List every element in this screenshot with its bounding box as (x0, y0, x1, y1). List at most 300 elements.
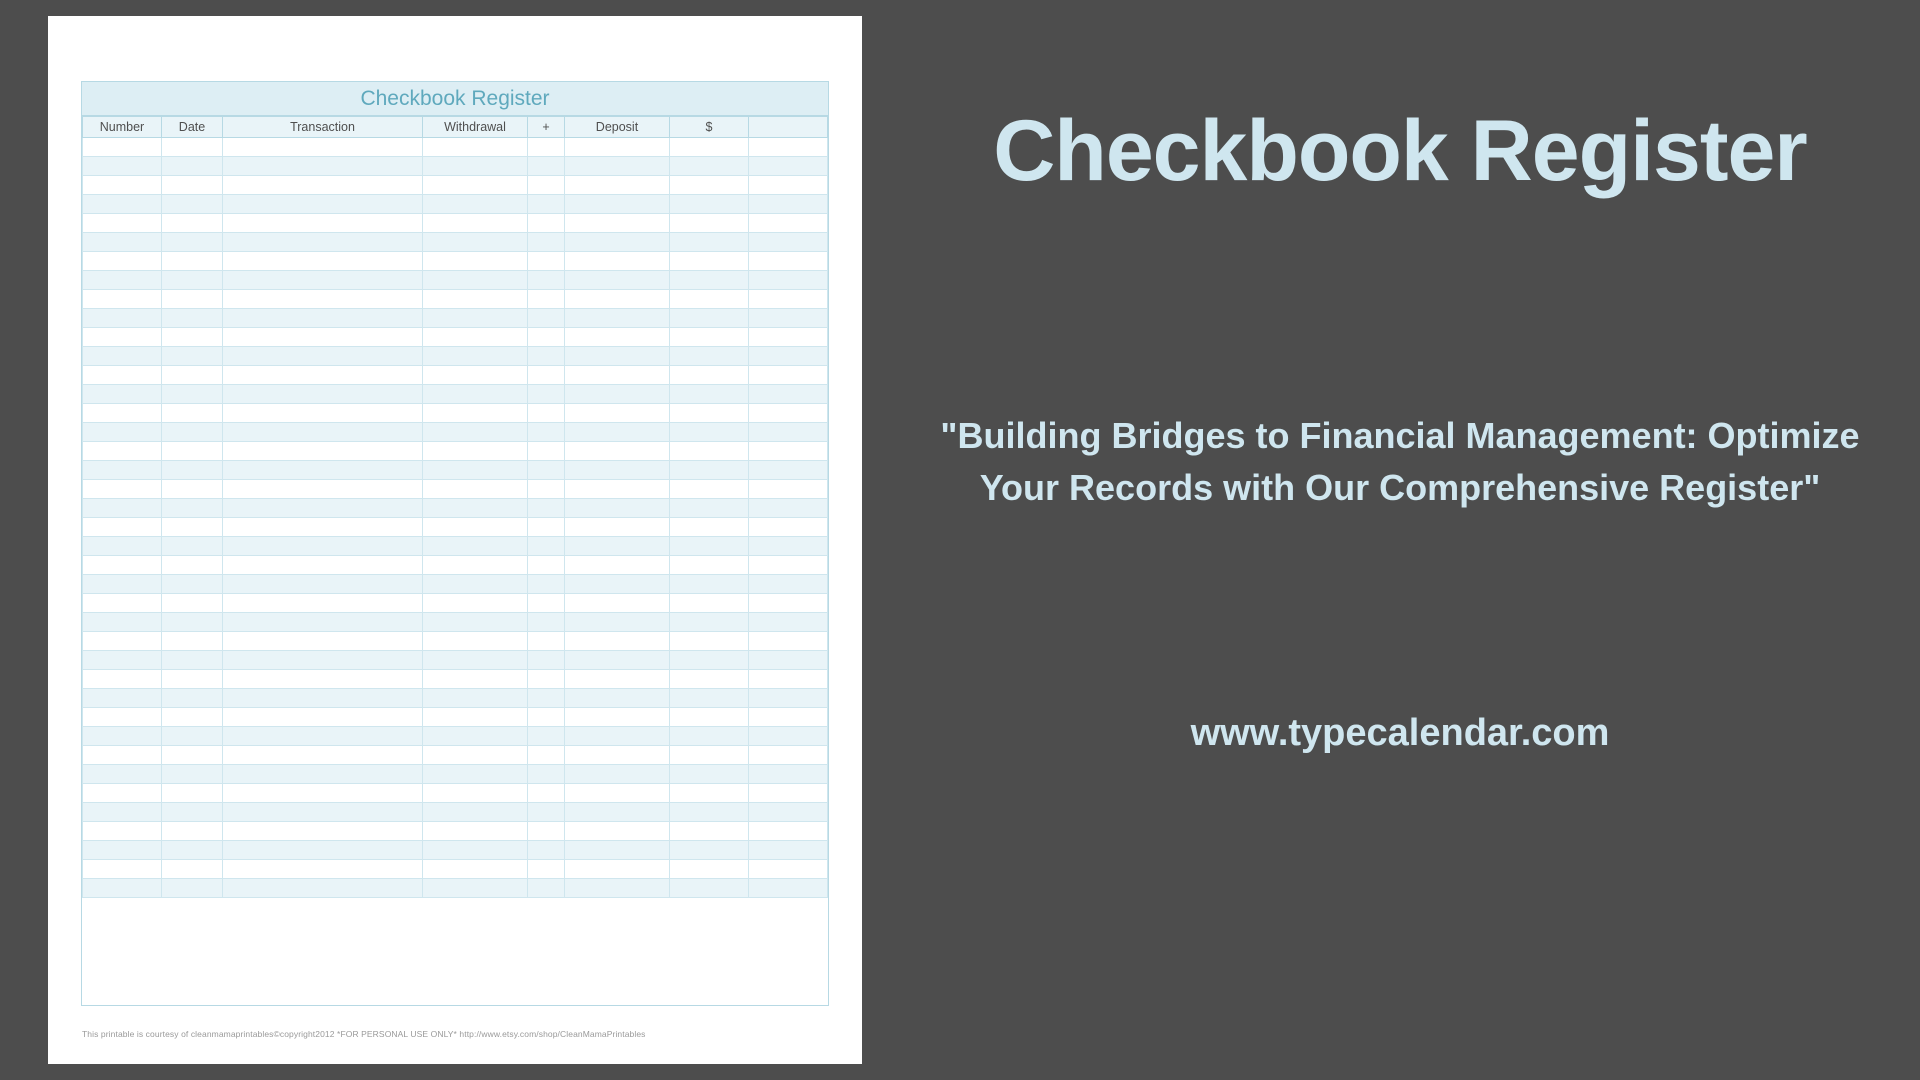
table-cell-deposit[interactable] (565, 328, 670, 347)
table-cell-number[interactable] (83, 404, 162, 423)
table-cell-plus[interactable] (528, 651, 565, 670)
table-row[interactable] (83, 252, 828, 271)
table-cell-dollar[interactable] (670, 594, 749, 613)
table-row[interactable] (83, 727, 828, 746)
table-cell-balance[interactable] (749, 632, 828, 651)
table-cell-transaction[interactable] (223, 309, 423, 328)
table-cell-transaction[interactable] (223, 442, 423, 461)
table-cell-plus[interactable] (528, 233, 565, 252)
table-cell-balance[interactable] (749, 803, 828, 822)
table-cell-dollar[interactable] (670, 252, 749, 271)
table-cell-number[interactable] (83, 594, 162, 613)
table-row[interactable] (83, 803, 828, 822)
table-cell-deposit[interactable] (565, 537, 670, 556)
table-cell-balance[interactable] (749, 290, 828, 309)
table-cell-deposit[interactable] (565, 271, 670, 290)
table-cell-balance[interactable] (749, 442, 828, 461)
table-cell-date[interactable] (162, 613, 223, 632)
table-cell-date[interactable] (162, 708, 223, 727)
table-cell-number[interactable] (83, 499, 162, 518)
table-cell-balance[interactable] (749, 556, 828, 575)
promo-website-url[interactable]: www.typecalendar.com (1190, 712, 1610, 754)
table-row[interactable] (83, 708, 828, 727)
table-row[interactable] (83, 176, 828, 195)
table-cell-number[interactable] (83, 556, 162, 575)
table-cell-balance[interactable] (749, 651, 828, 670)
table-cell-transaction[interactable] (223, 290, 423, 309)
table-cell-deposit[interactable] (565, 860, 670, 879)
table-cell-transaction[interactable] (223, 594, 423, 613)
table-cell-deposit[interactable] (565, 176, 670, 195)
table-cell-plus[interactable] (528, 822, 565, 841)
table-cell-balance[interactable] (749, 537, 828, 556)
table-cell-withdrawal[interactable] (423, 556, 528, 575)
table-cell-transaction[interactable] (223, 556, 423, 575)
table-cell-date[interactable] (162, 765, 223, 784)
table-cell-deposit[interactable] (565, 556, 670, 575)
table-cell-number[interactable] (83, 214, 162, 233)
table-cell-dollar[interactable] (670, 632, 749, 651)
table-cell-withdrawal[interactable] (423, 537, 528, 556)
table-cell-transaction[interactable] (223, 328, 423, 347)
table-cell-withdrawal[interactable] (423, 214, 528, 233)
table-cell-transaction[interactable] (223, 746, 423, 765)
table-cell-balance[interactable] (749, 176, 828, 195)
table-row[interactable] (83, 366, 828, 385)
table-cell-number[interactable] (83, 138, 162, 157)
table-cell-date[interactable] (162, 404, 223, 423)
table-cell-balance[interactable] (749, 822, 828, 841)
table-cell-number[interactable] (83, 613, 162, 632)
table-cell-number[interactable] (83, 784, 162, 803)
table-cell-withdrawal[interactable] (423, 879, 528, 898)
table-cell-dollar[interactable] (670, 233, 749, 252)
table-cell-transaction[interactable] (223, 214, 423, 233)
table-cell-plus[interactable] (528, 613, 565, 632)
table-cell-transaction[interactable] (223, 366, 423, 385)
table-cell-number[interactable] (83, 271, 162, 290)
table-cell-deposit[interactable] (565, 651, 670, 670)
table-cell-deposit[interactable] (565, 195, 670, 214)
table-cell-transaction[interactable] (223, 233, 423, 252)
table-cell-transaction[interactable] (223, 651, 423, 670)
table-cell-balance[interactable] (749, 594, 828, 613)
table-cell-balance[interactable] (749, 404, 828, 423)
table-cell-dollar[interactable] (670, 138, 749, 157)
table-cell-transaction[interactable] (223, 423, 423, 442)
table-cell-withdrawal[interactable] (423, 138, 528, 157)
table-cell-plus[interactable] (528, 404, 565, 423)
table-cell-date[interactable] (162, 442, 223, 461)
table-cell-plus[interactable] (528, 309, 565, 328)
table-cell-plus[interactable] (528, 252, 565, 271)
table-cell-balance[interactable] (749, 746, 828, 765)
table-cell-deposit[interactable] (565, 442, 670, 461)
table-cell-dollar[interactable] (670, 366, 749, 385)
table-cell-date[interactable] (162, 252, 223, 271)
table-cell-dollar[interactable] (670, 708, 749, 727)
table-cell-date[interactable] (162, 860, 223, 879)
table-cell-transaction[interactable] (223, 252, 423, 271)
table-cell-plus[interactable] (528, 271, 565, 290)
table-cell-balance[interactable] (749, 860, 828, 879)
table-cell-transaction[interactable] (223, 727, 423, 746)
table-cell-deposit[interactable] (565, 803, 670, 822)
table-cell-plus[interactable] (528, 366, 565, 385)
table-row[interactable] (83, 271, 828, 290)
table-cell-deposit[interactable] (565, 670, 670, 689)
table-cell-balance[interactable] (749, 480, 828, 499)
table-cell-deposit[interactable] (565, 727, 670, 746)
table-cell-transaction[interactable] (223, 157, 423, 176)
table-row[interactable] (83, 594, 828, 613)
table-cell-withdrawal[interactable] (423, 499, 528, 518)
table-cell-plus[interactable] (528, 195, 565, 214)
table-cell-date[interactable] (162, 271, 223, 290)
table-cell-plus[interactable] (528, 784, 565, 803)
table-cell-deposit[interactable] (565, 613, 670, 632)
table-cell-balance[interactable] (749, 252, 828, 271)
table-cell-withdrawal[interactable] (423, 442, 528, 461)
table-cell-dollar[interactable] (670, 537, 749, 556)
table-cell-balance[interactable] (749, 157, 828, 176)
table-cell-withdrawal[interactable] (423, 309, 528, 328)
table-row[interactable] (83, 670, 828, 689)
table-cell-plus[interactable] (528, 575, 565, 594)
table-cell-plus[interactable] (528, 689, 565, 708)
table-cell-plus[interactable] (528, 480, 565, 499)
table-cell-withdrawal[interactable] (423, 746, 528, 765)
table-cell-transaction[interactable] (223, 860, 423, 879)
table-cell-date[interactable] (162, 461, 223, 480)
table-cell-date[interactable] (162, 499, 223, 518)
table-cell-date[interactable] (162, 328, 223, 347)
table-cell-dollar[interactable] (670, 404, 749, 423)
table-cell-deposit[interactable] (565, 347, 670, 366)
table-cell-withdrawal[interactable] (423, 271, 528, 290)
table-cell-number[interactable] (83, 233, 162, 252)
table-cell-date[interactable] (162, 518, 223, 537)
table-cell-number[interactable] (83, 347, 162, 366)
table-cell-date[interactable] (162, 157, 223, 176)
table-cell-balance[interactable] (749, 670, 828, 689)
table-cell-number[interactable] (83, 575, 162, 594)
table-cell-balance[interactable] (749, 233, 828, 252)
table-row[interactable] (83, 841, 828, 860)
table-cell-transaction[interactable] (223, 841, 423, 860)
table-cell-dollar[interactable] (670, 480, 749, 499)
table-cell-withdrawal[interactable] (423, 632, 528, 651)
table-cell-dollar[interactable] (670, 442, 749, 461)
table-cell-withdrawal[interactable] (423, 195, 528, 214)
table-cell-transaction[interactable] (223, 708, 423, 727)
table-row[interactable] (83, 290, 828, 309)
table-cell-number[interactable] (83, 670, 162, 689)
table-cell-deposit[interactable] (565, 518, 670, 537)
table-cell-transaction[interactable] (223, 537, 423, 556)
table-cell-number[interactable] (83, 309, 162, 328)
table-cell-date[interactable] (162, 594, 223, 613)
table-cell-plus[interactable] (528, 442, 565, 461)
table-cell-deposit[interactable] (565, 214, 670, 233)
table-cell-transaction[interactable] (223, 632, 423, 651)
table-cell-plus[interactable] (528, 423, 565, 442)
table-cell-deposit[interactable] (565, 784, 670, 803)
table-cell-plus[interactable] (528, 176, 565, 195)
table-cell-deposit[interactable] (565, 138, 670, 157)
table-cell-transaction[interactable] (223, 385, 423, 404)
table-cell-plus[interactable] (528, 214, 565, 233)
table-cell-balance[interactable] (749, 613, 828, 632)
table-cell-number[interactable] (83, 803, 162, 822)
table-cell-balance[interactable] (749, 328, 828, 347)
table-cell-dollar[interactable] (670, 347, 749, 366)
table-cell-number[interactable] (83, 879, 162, 898)
table-cell-balance[interactable] (749, 271, 828, 290)
table-cell-dollar[interactable] (670, 879, 749, 898)
table-cell-withdrawal[interactable] (423, 860, 528, 879)
table-cell-balance[interactable] (749, 727, 828, 746)
table-cell-plus[interactable] (528, 385, 565, 404)
table-cell-number[interactable] (83, 537, 162, 556)
table-cell-number[interactable] (83, 632, 162, 651)
table-cell-transaction[interactable] (223, 176, 423, 195)
table-cell-dollar[interactable] (670, 841, 749, 860)
table-cell-withdrawal[interactable] (423, 328, 528, 347)
table-cell-date[interactable] (162, 480, 223, 499)
table-cell-plus[interactable] (528, 328, 565, 347)
table-cell-number[interactable] (83, 689, 162, 708)
table-cell-balance[interactable] (749, 499, 828, 518)
table-cell-date[interactable] (162, 176, 223, 195)
table-cell-date[interactable] (162, 879, 223, 898)
table-cell-date[interactable] (162, 233, 223, 252)
table-cell-dollar[interactable] (670, 423, 749, 442)
table-cell-transaction[interactable] (223, 499, 423, 518)
table-cell-date[interactable] (162, 195, 223, 214)
table-cell-withdrawal[interactable] (423, 385, 528, 404)
table-cell-plus[interactable] (528, 708, 565, 727)
table-row[interactable] (83, 347, 828, 366)
table-cell-withdrawal[interactable] (423, 480, 528, 499)
table-cell-transaction[interactable] (223, 879, 423, 898)
table-cell-withdrawal[interactable] (423, 594, 528, 613)
table-cell-transaction[interactable] (223, 138, 423, 157)
table-cell-balance[interactable] (749, 195, 828, 214)
table-cell-number[interactable] (83, 195, 162, 214)
table-cell-dollar[interactable] (670, 290, 749, 309)
table-cell-plus[interactable] (528, 556, 565, 575)
table-cell-withdrawal[interactable] (423, 803, 528, 822)
table-row[interactable] (83, 480, 828, 499)
table-cell-withdrawal[interactable] (423, 822, 528, 841)
table-cell-withdrawal[interactable] (423, 613, 528, 632)
table-cell-date[interactable] (162, 385, 223, 404)
table-cell-balance[interactable] (749, 309, 828, 328)
table-cell-deposit[interactable] (565, 746, 670, 765)
table-cell-withdrawal[interactable] (423, 366, 528, 385)
table-row[interactable] (83, 556, 828, 575)
table-cell-deposit[interactable] (565, 157, 670, 176)
table-cell-transaction[interactable] (223, 803, 423, 822)
table-cell-number[interactable] (83, 157, 162, 176)
table-row[interactable] (83, 518, 828, 537)
table-cell-transaction[interactable] (223, 347, 423, 366)
table-cell-balance[interactable] (749, 518, 828, 537)
table-cell-number[interactable] (83, 423, 162, 442)
table-cell-dollar[interactable] (670, 765, 749, 784)
table-cell-date[interactable] (162, 632, 223, 651)
table-cell-transaction[interactable] (223, 518, 423, 537)
table-cell-number[interactable] (83, 442, 162, 461)
table-cell-deposit[interactable] (565, 879, 670, 898)
table-cell-number[interactable] (83, 252, 162, 271)
table-cell-transaction[interactable] (223, 195, 423, 214)
table-cell-balance[interactable] (749, 575, 828, 594)
table-cell-balance[interactable] (749, 347, 828, 366)
table-cell-dollar[interactable] (670, 556, 749, 575)
table-cell-date[interactable] (162, 575, 223, 594)
table-row[interactable] (83, 328, 828, 347)
table-cell-deposit[interactable] (565, 309, 670, 328)
table-cell-transaction[interactable] (223, 784, 423, 803)
table-cell-plus[interactable] (528, 879, 565, 898)
table-cell-transaction[interactable] (223, 480, 423, 499)
table-cell-date[interactable] (162, 366, 223, 385)
table-cell-withdrawal[interactable] (423, 784, 528, 803)
table-cell-plus[interactable] (528, 727, 565, 746)
table-cell-date[interactable] (162, 290, 223, 309)
table-cell-deposit[interactable] (565, 423, 670, 442)
table-cell-number[interactable] (83, 822, 162, 841)
table-cell-deposit[interactable] (565, 252, 670, 271)
table-cell-dollar[interactable] (670, 309, 749, 328)
table-cell-withdrawal[interactable] (423, 841, 528, 860)
table-cell-date[interactable] (162, 214, 223, 233)
table-cell-deposit[interactable] (565, 841, 670, 860)
table-cell-dollar[interactable] (670, 385, 749, 404)
table-cell-dollar[interactable] (670, 670, 749, 689)
table-cell-plus[interactable] (528, 746, 565, 765)
table-row[interactable] (83, 423, 828, 442)
table-cell-balance[interactable] (749, 138, 828, 157)
table-cell-dollar[interactable] (670, 157, 749, 176)
table-cell-plus[interactable] (528, 499, 565, 518)
table-cell-withdrawal[interactable] (423, 461, 528, 480)
table-cell-date[interactable] (162, 822, 223, 841)
table-cell-withdrawal[interactable] (423, 157, 528, 176)
table-cell-dollar[interactable] (670, 499, 749, 518)
table-row[interactable] (83, 879, 828, 898)
table-cell-dollar[interactable] (670, 689, 749, 708)
table-row[interactable] (83, 195, 828, 214)
table-cell-withdrawal[interactable] (423, 423, 528, 442)
table-row[interactable] (83, 442, 828, 461)
table-cell-dollar[interactable] (670, 176, 749, 195)
table-cell-date[interactable] (162, 784, 223, 803)
table-cell-transaction[interactable] (223, 765, 423, 784)
table-row[interactable] (83, 138, 828, 157)
table-cell-number[interactable] (83, 841, 162, 860)
table-cell-deposit[interactable] (565, 366, 670, 385)
table-cell-plus[interactable] (528, 765, 565, 784)
table-cell-date[interactable] (162, 537, 223, 556)
table-cell-number[interactable] (83, 290, 162, 309)
table-cell-number[interactable] (83, 727, 162, 746)
table-cell-balance[interactable] (749, 841, 828, 860)
table-cell-date[interactable] (162, 689, 223, 708)
table-cell-number[interactable] (83, 480, 162, 499)
table-cell-dollar[interactable] (670, 746, 749, 765)
table-cell-deposit[interactable] (565, 480, 670, 499)
table-cell-deposit[interactable] (565, 689, 670, 708)
table-cell-plus[interactable] (528, 290, 565, 309)
table-cell-number[interactable] (83, 366, 162, 385)
table-cell-dollar[interactable] (670, 727, 749, 746)
table-row[interactable] (83, 461, 828, 480)
table-cell-number[interactable] (83, 651, 162, 670)
table-cell-date[interactable] (162, 556, 223, 575)
table-cell-transaction[interactable] (223, 822, 423, 841)
table-cell-withdrawal[interactable] (423, 290, 528, 309)
table-cell-number[interactable] (83, 746, 162, 765)
table-cell-date[interactable] (162, 746, 223, 765)
table-cell-balance[interactable] (749, 214, 828, 233)
table-cell-transaction[interactable] (223, 689, 423, 708)
table-cell-withdrawal[interactable] (423, 176, 528, 195)
table-cell-deposit[interactable] (565, 822, 670, 841)
table-cell-date[interactable] (162, 727, 223, 746)
table-cell-withdrawal[interactable] (423, 252, 528, 271)
table-row[interactable] (83, 784, 828, 803)
table-cell-deposit[interactable] (565, 385, 670, 404)
table-cell-number[interactable] (83, 765, 162, 784)
table-cell-number[interactable] (83, 385, 162, 404)
table-cell-plus[interactable] (528, 347, 565, 366)
table-cell-balance[interactable] (749, 689, 828, 708)
table-cell-plus[interactable] (528, 803, 565, 822)
table-row[interactable] (83, 575, 828, 594)
table-cell-dollar[interactable] (670, 860, 749, 879)
table-row[interactable] (83, 537, 828, 556)
table-cell-date[interactable] (162, 423, 223, 442)
table-row[interactable] (83, 613, 828, 632)
table-cell-balance[interactable] (749, 423, 828, 442)
table-cell-withdrawal[interactable] (423, 575, 528, 594)
table-cell-balance[interactable] (749, 385, 828, 404)
table-cell-plus[interactable] (528, 138, 565, 157)
table-cell-plus[interactable] (528, 632, 565, 651)
table-cell-withdrawal[interactable] (423, 518, 528, 537)
table-cell-deposit[interactable] (565, 233, 670, 252)
table-cell-withdrawal[interactable] (423, 651, 528, 670)
table-row[interactable] (83, 499, 828, 518)
table-cell-dollar[interactable] (670, 803, 749, 822)
table-cell-withdrawal[interactable] (423, 727, 528, 746)
table-cell-transaction[interactable] (223, 404, 423, 423)
table-row[interactable] (83, 822, 828, 841)
table-cell-date[interactable] (162, 309, 223, 328)
table-cell-plus[interactable] (528, 461, 565, 480)
table-cell-transaction[interactable] (223, 461, 423, 480)
table-row[interactable] (83, 860, 828, 879)
table-cell-dollar[interactable] (670, 461, 749, 480)
table-row[interactable] (83, 385, 828, 404)
table-row[interactable] (83, 689, 828, 708)
table-cell-dollar[interactable] (670, 575, 749, 594)
table-cell-transaction[interactable] (223, 575, 423, 594)
table-row[interactable] (83, 651, 828, 670)
